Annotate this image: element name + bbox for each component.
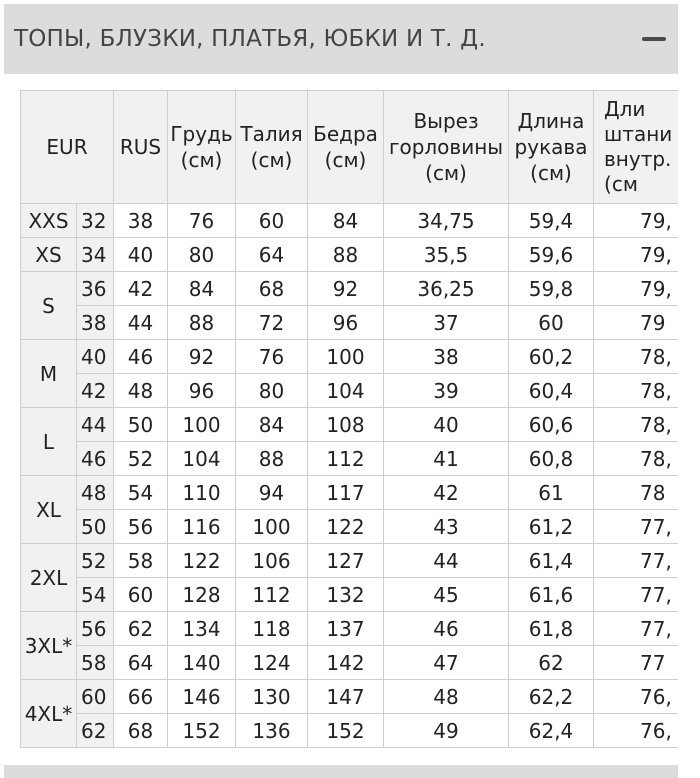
size-label-cell: XL (21, 476, 77, 544)
section-header[interactable] (4, 4, 678, 74)
waist-cell: 80 (236, 374, 308, 408)
header-row (21, 91, 679, 204)
table-row (21, 272, 679, 306)
size-label-cell: XS (21, 238, 77, 272)
neck-cell: 47 (384, 646, 509, 680)
hips-cell: 92 (308, 272, 384, 306)
rus-cell: 40 (114, 238, 168, 272)
waist-cell: 68 (236, 272, 308, 306)
hips-cell: 127 (308, 544, 384, 578)
neck-cell: 36,25 (384, 272, 509, 306)
header-rus: RUS (114, 91, 168, 204)
hips-cell: 142 (308, 646, 384, 680)
eur-num-cell: 36 (77, 272, 114, 306)
chest-cell: 92 (168, 340, 236, 374)
waist-cell: 88 (236, 442, 308, 476)
table-row (21, 306, 679, 340)
table-row (21, 544, 679, 578)
inseam-cell: 78, (594, 340, 678, 374)
chest-cell: 96 (168, 374, 236, 408)
eur-num-cell: 60 (77, 680, 114, 714)
hips-cell: 147 (308, 680, 384, 714)
inseam-cell: 76, (594, 714, 678, 748)
sleeve-cell: 59,6 (509, 238, 594, 272)
table-row (21, 442, 679, 476)
table-row (21, 374, 679, 408)
minus-icon[interactable] (642, 37, 666, 41)
header-hips: Бедра (см) (308, 91, 384, 204)
rus-cell: 48 (114, 374, 168, 408)
rus-cell: 60 (114, 578, 168, 612)
neck-cell: 35,5 (384, 238, 509, 272)
waist-cell: 100 (236, 510, 308, 544)
eur-num-cell: 32 (77, 204, 114, 238)
header-eur: EUR (21, 91, 114, 204)
chest-cell: 140 (168, 646, 236, 680)
neck-cell: 42 (384, 476, 509, 510)
eur-num-cell: 58 (77, 646, 114, 680)
next-section-header[interactable] (4, 765, 678, 778)
table-row (21, 476, 679, 510)
neck-cell: 37 (384, 306, 509, 340)
hips-cell: 132 (308, 578, 384, 612)
rus-cell: 52 (114, 442, 168, 476)
sleeve-cell: 61,2 (509, 510, 594, 544)
hips-cell: 88 (308, 238, 384, 272)
section-title: ТОПЫ, БЛУЗКИ, ПЛАТЬЯ, ЮБКИ И Т. Д. (14, 26, 486, 52)
waist-cell: 112 (236, 578, 308, 612)
neck-cell: 43 (384, 510, 509, 544)
chest-cell: 116 (168, 510, 236, 544)
table-row (21, 680, 679, 714)
neck-cell: 41 (384, 442, 509, 476)
waist-cell: 76 (236, 340, 308, 374)
eur-num-cell: 42 (77, 374, 114, 408)
neck-cell: 48 (384, 680, 509, 714)
chest-cell: 80 (168, 238, 236, 272)
sleeve-cell: 60,2 (509, 340, 594, 374)
waist-cell: 124 (236, 646, 308, 680)
hips-cell: 112 (308, 442, 384, 476)
sleeve-cell: 60,4 (509, 374, 594, 408)
eur-num-cell: 62 (77, 714, 114, 748)
size-label-cell: S (21, 272, 77, 340)
rus-cell: 66 (114, 680, 168, 714)
sleeve-cell: 59,4 (509, 204, 594, 238)
inseam-cell: 79, (594, 204, 678, 238)
chest-cell: 128 (168, 578, 236, 612)
header-waist: Талия (см) (236, 91, 308, 204)
inseam-cell: 78, (594, 408, 678, 442)
rus-cell: 58 (114, 544, 168, 578)
inseam-cell: 77, (594, 578, 678, 612)
hips-cell: 104 (308, 374, 384, 408)
hips-cell: 117 (308, 476, 384, 510)
chest-cell: 152 (168, 714, 236, 748)
rus-cell: 42 (114, 272, 168, 306)
inseam-cell: 79, (594, 272, 678, 306)
hips-cell: 137 (308, 612, 384, 646)
chest-cell: 84 (168, 272, 236, 306)
sleeve-cell: 60 (509, 306, 594, 340)
chest-cell: 146 (168, 680, 236, 714)
sleeve-cell: 62 (509, 646, 594, 680)
chest-cell: 122 (168, 544, 236, 578)
waist-cell: 72 (236, 306, 308, 340)
header-neck: Вырез горловины (см) (384, 91, 509, 204)
chest-cell: 100 (168, 408, 236, 442)
inseam-cell: 78 (594, 476, 678, 510)
sleeve-cell: 61,4 (509, 544, 594, 578)
inseam-cell: 78, (594, 442, 678, 476)
sleeve-cell: 60,8 (509, 442, 594, 476)
header-sleeve: Длина рукава (см) (509, 91, 594, 204)
inseam-cell: 76, (594, 680, 678, 714)
table-row (21, 646, 679, 680)
rus-cell: 44 (114, 306, 168, 340)
hips-cell: 100 (308, 340, 384, 374)
chest-cell: 76 (168, 204, 236, 238)
sleeve-cell: 62,2 (509, 680, 594, 714)
chest-cell: 88 (168, 306, 236, 340)
size-table-body (21, 204, 679, 748)
waist-cell: 106 (236, 544, 308, 578)
neck-cell: 46 (384, 612, 509, 646)
inseam-cell: 77 (594, 646, 678, 680)
size-label-cell: M (21, 340, 77, 408)
chest-cell: 134 (168, 612, 236, 646)
table-row (21, 510, 679, 544)
rus-cell: 54 (114, 476, 168, 510)
neck-cell: 38 (384, 340, 509, 374)
table-row (21, 714, 679, 748)
waist-cell: 118 (236, 612, 308, 646)
eur-num-cell: 38 (77, 306, 114, 340)
hips-cell: 96 (308, 306, 384, 340)
waist-cell: 84 (236, 408, 308, 442)
inseam-cell: 77, (594, 544, 678, 578)
inseam-cell: 79 (594, 306, 678, 340)
chest-cell: 104 (168, 442, 236, 476)
hips-cell: 152 (308, 714, 384, 748)
waist-cell: 130 (236, 680, 308, 714)
neck-cell: 40 (384, 408, 509, 442)
eur-num-cell: 40 (77, 340, 114, 374)
rus-cell: 68 (114, 714, 168, 748)
table-row (21, 578, 679, 612)
waist-cell: 94 (236, 476, 308, 510)
size-label-cell: 2XL (21, 544, 77, 612)
neck-cell: 39 (384, 374, 509, 408)
size-table-container[interactable] (20, 90, 678, 750)
header-inseam: Дли штани внутр. (см (594, 91, 678, 204)
hips-cell: 84 (308, 204, 384, 238)
neck-cell: 44 (384, 544, 509, 578)
hips-cell: 108 (308, 408, 384, 442)
inseam-cell: 78, (594, 374, 678, 408)
sleeve-cell: 61,6 (509, 578, 594, 612)
rus-cell: 64 (114, 646, 168, 680)
neck-cell: 34,75 (384, 204, 509, 238)
eur-num-cell: 52 (77, 544, 114, 578)
sleeve-cell: 59,8 (509, 272, 594, 306)
chest-cell: 110 (168, 476, 236, 510)
neck-cell: 49 (384, 714, 509, 748)
rus-cell: 62 (114, 612, 168, 646)
eur-num-cell: 44 (77, 408, 114, 442)
eur-num-cell: 46 (77, 442, 114, 476)
size-label-cell: XXS (21, 204, 77, 238)
sleeve-cell: 61,8 (509, 612, 594, 646)
sleeve-cell: 62,4 (509, 714, 594, 748)
header-chest: Грудь (см) (168, 91, 236, 204)
hips-cell: 122 (308, 510, 384, 544)
eur-num-cell: 48 (77, 476, 114, 510)
table-row (21, 408, 679, 442)
inseam-cell: 77, (594, 612, 678, 646)
rus-cell: 56 (114, 510, 168, 544)
neck-cell: 45 (384, 578, 509, 612)
inseam-cell: 77, (594, 510, 678, 544)
eur-num-cell: 56 (77, 612, 114, 646)
waist-cell: 64 (236, 238, 308, 272)
sleeve-cell: 61 (509, 476, 594, 510)
inseam-cell: 79, (594, 238, 678, 272)
size-label-cell: L (21, 408, 77, 476)
waist-cell: 60 (236, 204, 308, 238)
size-label-cell: 4XL* (21, 680, 77, 748)
rus-cell: 50 (114, 408, 168, 442)
eur-num-cell: 50 (77, 510, 114, 544)
rus-cell: 38 (114, 204, 168, 238)
sleeve-cell: 60,6 (509, 408, 594, 442)
table-row (21, 238, 679, 272)
size-table (20, 90, 678, 748)
waist-cell: 136 (236, 714, 308, 748)
table-row (21, 612, 679, 646)
eur-num-cell: 34 (77, 238, 114, 272)
eur-num-cell: 54 (77, 578, 114, 612)
table-row (21, 340, 679, 374)
rus-cell: 46 (114, 340, 168, 374)
table-row (21, 204, 679, 238)
size-label-cell: 3XL* (21, 612, 77, 680)
